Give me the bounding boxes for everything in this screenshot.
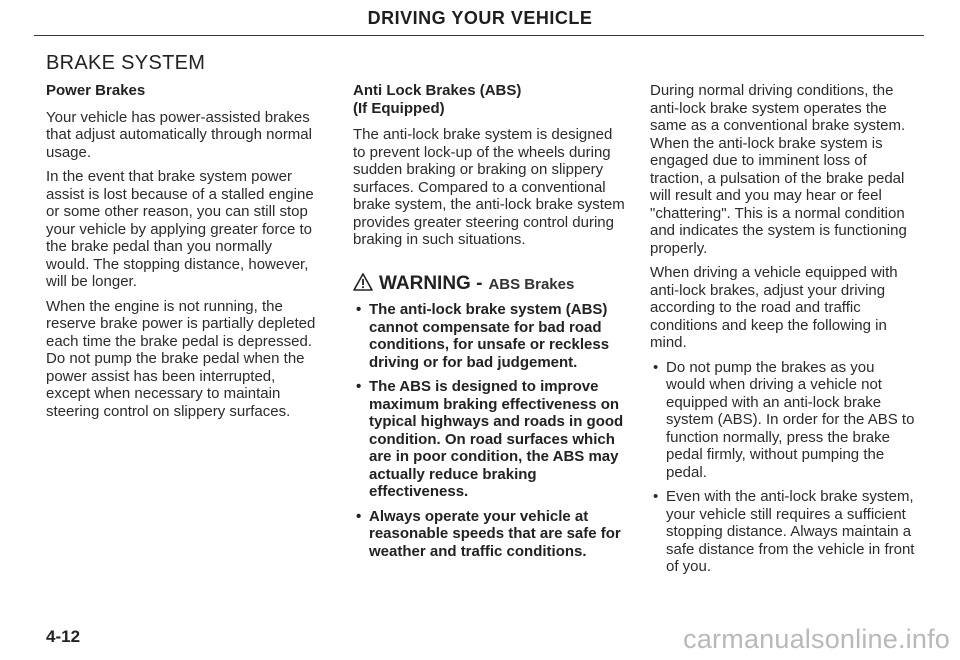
list-item: • The anti-lock brake system (ABS) cannot compensate for bad road conditions, for unsafe or reckless driving or for bad judgement.	[353, 301, 628, 371]
column-power-brakes	[46, 82, 316, 427]
watermark: carmanualsonline.info	[683, 624, 950, 654]
warning-subtitle: ABS Brakes	[488, 275, 575, 293]
paragraph: When driving a vehicle equipped with anti-lock brakes, adjust your driving according to the road and traffic conditions and keep the following in mind.	[650, 264, 898, 351]
page-number: 4-12	[46, 627, 81, 646]
list-item: • Always operate your vehicle at reasonable speeds that are safe for weather and traffic conditions.	[353, 508, 628, 561]
abs-heading-line1: Anti Lock Brakes (ABS)	[353, 82, 522, 99]
paragraph: During normal driving conditions, the anti-lock brake system operates the same as a conventional brake system. When the anti-lock brake system is engaged due to imminent loss of traction, a pulsation of the brake pedal will result and you may hear or feel "chattering". This is a normal condition and indicates the system is functioning properly.	[650, 82, 907, 257]
paragraph: In the event that brake system power assist is lost because of a stalled engine or some other reason, you can still stop your vehicle by applying greater force to the brake pedal than you normally would. The stopping distance, however, will be longer.	[46, 168, 314, 290]
warning-list	[353, 301, 628, 560]
page-header: DRIVING YOUR VEHICLE	[367, 8, 593, 28]
column-abs-operation	[650, 82, 915, 583]
warning-triangle-icon	[353, 271, 373, 294]
abs-heading-line2: (If Equipped)	[353, 99, 445, 117]
abs-heading	[353, 82, 628, 117]
paragraph: When the engine is not running, the reserve brake power is partially depleted each time the brake pedal is depressed. Do not pump the brake pedal when the power assist has been interrupted, except when necessary to maintain steering control on slippery surfaces.	[46, 297, 316, 420]
paragraph: The anti-lock brake system is designed to prevent lock-up of the wheels during sudden braking or braking on slippery surfaces. Compared to a conventional brake system, the anti-lock brake system provides greater steering control during braking in such situations.	[353, 126, 625, 248]
tips-list	[650, 359, 915, 576]
power-brakes-heading: Power Brakes	[46, 82, 146, 99]
column-abs	[353, 82, 628, 567]
paragraph: Your vehicle has power-assisted brakes that adjust automatically through normal usage.	[46, 108, 312, 161]
list-item: • Do not pump the brakes as you would when driving a vehicle not equipped with an anti-lock brake system (ABS). In order for the ABS to function normally, press the brake pedal firmly, without pumping the pedal.	[650, 359, 915, 482]
list-item: • The ABS is designed to improve maximum braking effectiveness on typical highways and roads in good condition. On road surfaces which are in poor condition, the ABS may actually reduce braking effectiveness.	[353, 378, 628, 501]
header-divider	[34, 35, 924, 36]
section-title: BRAKE SYSTEM	[46, 52, 206, 74]
warning-title	[353, 271, 628, 294]
warning-label: WARNING -	[379, 272, 483, 294]
list-item: • Even with the anti-lock brake system, your vehicle still requires a sufficient stopping distance. Always maintain a safe distance from the vehicle in front of you.	[650, 488, 915, 576]
